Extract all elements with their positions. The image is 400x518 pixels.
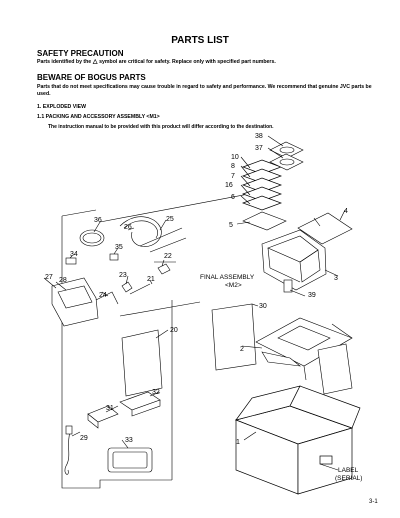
battery-charger (52, 278, 118, 326)
callout-21: 21 (147, 276, 155, 283)
page-title: PARTS LIST (171, 35, 229, 46)
callout-36: 36 (94, 217, 102, 224)
callout-6: 6 (231, 194, 235, 201)
safety-text-b: symbol are critical for safety. Replace only with specified part numbers. (99, 59, 276, 65)
page-number: 3-1 (369, 499, 378, 505)
shoulder-strap (108, 448, 152, 472)
callout-25: 25 (166, 216, 174, 223)
instruction-note: The instruction manual to be provided with this product will differ according to the destination. (48, 124, 274, 130)
warning-triangle-icon: △ (91, 59, 100, 65)
stylus-pen (122, 282, 132, 292)
safety-text-a: Parts identified by the (37, 59, 92, 65)
packing-insert (256, 318, 352, 394)
callout-39: 39 (308, 292, 316, 299)
callout-10: 10 (231, 154, 239, 161)
plug-22 (158, 264, 170, 274)
section-1-1-heading: 1.1 PACKING AND ACCESSORY ASSEMBLY <M1> (37, 114, 160, 120)
callout-26: 26 (124, 224, 132, 231)
label-serial-line2: (SERIAL) (335, 475, 363, 482)
final-assembly-label: FINAL ASSEMBLY (200, 274, 255, 281)
callout-20: 20 (170, 327, 178, 334)
callout-38: 38 (255, 133, 263, 140)
power-cord (65, 432, 70, 474)
warranty-card (243, 212, 286, 230)
callout-27: 27 (45, 274, 53, 281)
label-serial-line1: LABEL (338, 467, 359, 474)
cable-23 (130, 284, 150, 294)
callout-33: 33 (125, 437, 133, 444)
callout-34: 34 (70, 251, 78, 258)
callout-23: 23 (119, 272, 127, 279)
callout-28: 28 (59, 277, 67, 284)
bogus-text: Parts that do not meet specifications may cause trouble in regard to safety and performance. We recommend that genuine JVC parts be used. (37, 84, 372, 97)
bogus-heading: BEWARE OF BOGUS PARTS (37, 73, 146, 82)
section-1-heading: 1. EXPLODED VIEW (37, 104, 87, 110)
callout-1: 1 (236, 439, 240, 446)
callout-8: 8 (231, 163, 235, 170)
poly-bag-20 (122, 330, 162, 396)
poly-bag-30 (212, 304, 256, 370)
callout-29: 29 (80, 435, 88, 442)
callout-37: 37 (255, 145, 263, 152)
callout-2: 2 (240, 346, 244, 353)
callout-32: 32 (152, 389, 160, 396)
small-part-35 (110, 254, 118, 260)
callout-22: 22 (164, 253, 172, 260)
callout-35: 35 (115, 244, 123, 251)
callout-5: 5 (229, 222, 233, 229)
callout-3: 3 (334, 275, 338, 282)
callout-24: 24 (99, 292, 107, 299)
callout-30: 30 (259, 303, 267, 310)
callout-4: 4 (344, 208, 348, 215)
callout-16: 16 (225, 182, 233, 189)
final-assembly-model: <M2> (225, 282, 242, 289)
core-filter (66, 258, 76, 264)
safety-heading: SAFETY PRECAUTION (37, 49, 124, 58)
callout-31: 31 (106, 405, 114, 412)
callout-7: 7 (231, 173, 235, 180)
